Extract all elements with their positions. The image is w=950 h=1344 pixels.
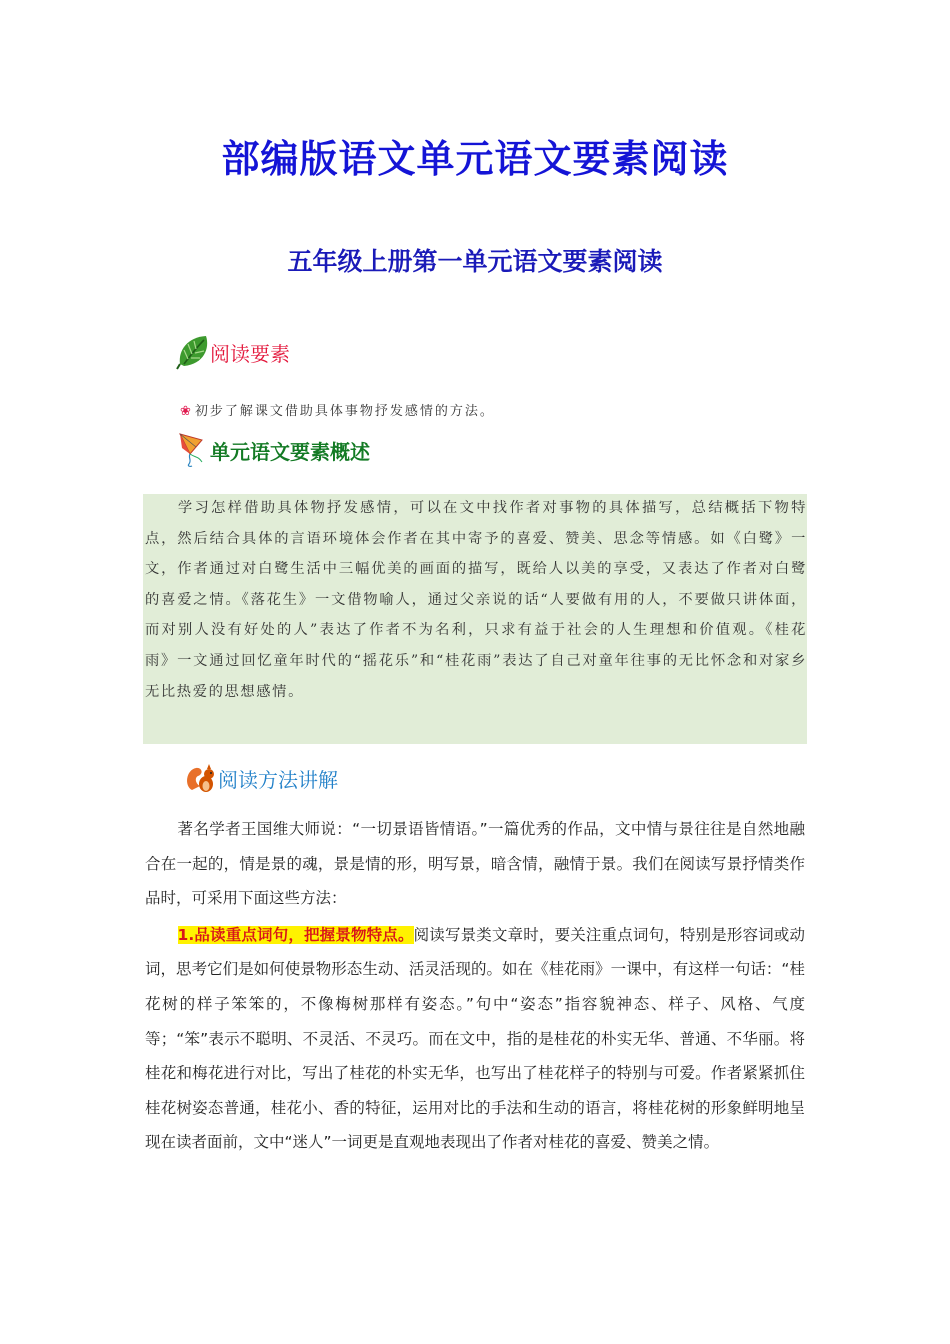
method-intro: 著名学者王国维大师说：“一切景语皆情语。”一篇优秀的作品，文中情与景往往是自然地融合在一起的，情是景的魂，景是情的形，明写景，暗含情，融情于景。我们在阅读写景抒情类作品时，可采用下面这些方法： (145, 820, 805, 908)
overview-box (143, 494, 807, 744)
squirrel-icon (184, 760, 218, 796)
green-leaf-icon (176, 334, 210, 370)
red-flower-icon: ❀ (180, 404, 193, 419)
section-heading-label: 单元语文要素概述 (210, 439, 370, 464)
bullet-text: 初步了解课文借助具体事物抒发感情的方法。 (194, 404, 495, 419)
section-heading-label: 阅读方法讲解 (218, 767, 338, 792)
page-subtitle: 五年级上册第一单元语文要素阅读 (287, 247, 663, 276)
kite-icon (176, 432, 210, 468)
point-1-text: 阅读写景类文章时，要关注重点词句，特别是形容词或动词，思考它们是如何使景物形态生动、活灵活现的。如在《桂花雨》一课中，有这样一句话：“桂花树的样子笨笨的，不像梅树那样有姿态。”句中“姿态”指容貌神态、样子、风格、气度等；“笨”表示不聪明、不灵活、不灵巧。而在文中，指的是桂花的朴实无华、普通、不华丽。将桂花和梅花进行对比，写出了桂花的朴实无华，也写出了桂花样子的特别与可爱。作者紧紧抓住桂花树姿态普通，桂花小、香的特征，运用对比的手法和生动的语言，将桂花树的形象鲜明地呈现在读者面前，文中“迷人”一词更是直观地表现出了作者对桂花的喜爱、赞美之情。 (145, 925, 805, 1152)
point-1-highlight: 1.品读重点词句，把握景物特点。 (177, 925, 414, 944)
section-heading-label: 阅读要素 (210, 341, 290, 366)
page-title: 部编版语文单元语文要素阅读 (221, 137, 729, 181)
method-body (145, 812, 805, 1160)
overview-text: 学习怎样借助具体物抒发感情，可以在文中找作者对事物的具体描写，总结概括下物特点，然后结合具体的言语环境体会作者在其中寄予的喜爱、赞美、思念等情感。如《白鹭》一文，作者通过对白鹭生活中三幅优美的画面的描写，既给人以美的享受，又表达了作者对白鹭的喜爱之情。《落花生》一文借物喻人，通过父亲说的话“人要做有用的人，不要做只讲体面，而对别人没有好处的人”表达了作者不为名利，只求有益于社会的人生理想和价值观。《桂花雨》一文通过回忆童年时代的“摇花乐”和“桂花雨”表达了自己对童年往事的无比怀念和对家乡无比热爱的思想感情。 (145, 500, 807, 700)
reading-element-bullet (180, 400, 495, 419)
method-point-1 (145, 918, 805, 1160)
section-heading-method (184, 760, 338, 796)
section-heading-reading-elements (176, 334, 290, 370)
section-heading-overview (176, 432, 370, 468)
